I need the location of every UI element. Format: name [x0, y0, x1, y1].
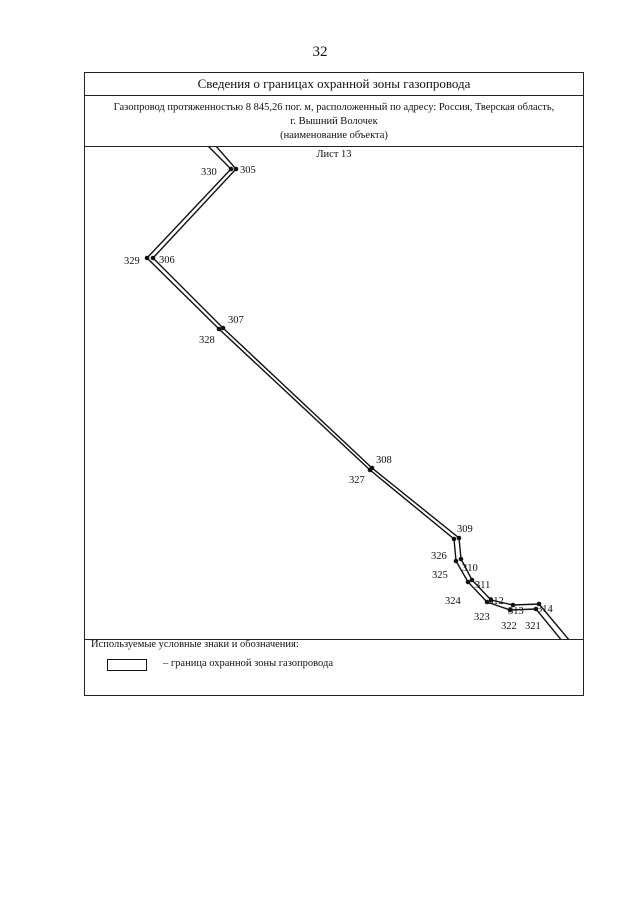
point-label-306: 306	[159, 255, 175, 266]
point-307-marker	[221, 326, 226, 331]
boundary-line-left	[147, 147, 567, 639]
point-329-marker	[145, 256, 150, 261]
point-label-325: 325	[432, 570, 448, 581]
object-line-1: Газопровод протяженностью 8 845,26 пог. м, расположенный по адресу: Россия, Тверская область,	[113, 102, 555, 113]
point-328-marker	[217, 327, 222, 332]
point-325-marker	[454, 559, 459, 564]
point-label-312: 312	[488, 596, 504, 607]
point-330-marker	[229, 167, 234, 172]
point-label-310: 310	[462, 563, 478, 574]
point-327-marker	[368, 468, 373, 473]
map-area	[85, 147, 583, 640]
point-label-313: 313	[508, 606, 524, 617]
sheet-label: Лист 13	[316, 149, 352, 160]
point-label-329: 329	[124, 256, 140, 267]
point-324-marker	[466, 580, 471, 585]
point-326-marker	[452, 537, 457, 542]
point-306-marker	[151, 256, 156, 261]
point-label-328: 328	[199, 335, 215, 346]
object-line-2: г. Вышний Волочек	[290, 116, 378, 127]
boundary-line-right	[153, 147, 575, 639]
point-309-marker	[457, 536, 462, 541]
object-caption: (наименование объекта)	[280, 130, 388, 141]
boundary-map	[85, 147, 583, 639]
point-label-311: 311	[475, 580, 491, 591]
point-label-326: 326	[431, 551, 447, 562]
point-311-marker	[470, 578, 475, 583]
legend-item-text: – граница охранной зоны газопровода	[163, 658, 334, 669]
point-310-marker	[459, 557, 464, 562]
point-label-330: 330	[201, 167, 217, 178]
document-title: Сведения о границах охранной зоны газопровода	[85, 73, 583, 96]
legend-heading: Используемые условные знаки и обозначения:	[91, 639, 299, 650]
point-label-309: 309	[457, 524, 473, 535]
point-label-305: 305	[240, 165, 256, 176]
point-305-marker	[234, 167, 239, 172]
point-label-307: 307	[228, 315, 244, 326]
document-frame	[84, 72, 584, 696]
point-label-321: 321	[525, 621, 541, 632]
page-number: 32	[312, 44, 328, 60]
point-label-308: 308	[376, 455, 392, 466]
point-label-314: 314	[537, 604, 553, 615]
point-label-324: 324	[445, 596, 461, 607]
point-label-322: 322	[501, 621, 517, 632]
point-labels	[124, 165, 554, 632]
legend-boundary-swatch	[107, 659, 147, 671]
point-label-327: 327	[349, 475, 365, 486]
object-description	[85, 95, 583, 147]
point-label-323: 323	[474, 612, 490, 623]
boundary-points	[145, 167, 542, 613]
legend	[85, 639, 583, 695]
